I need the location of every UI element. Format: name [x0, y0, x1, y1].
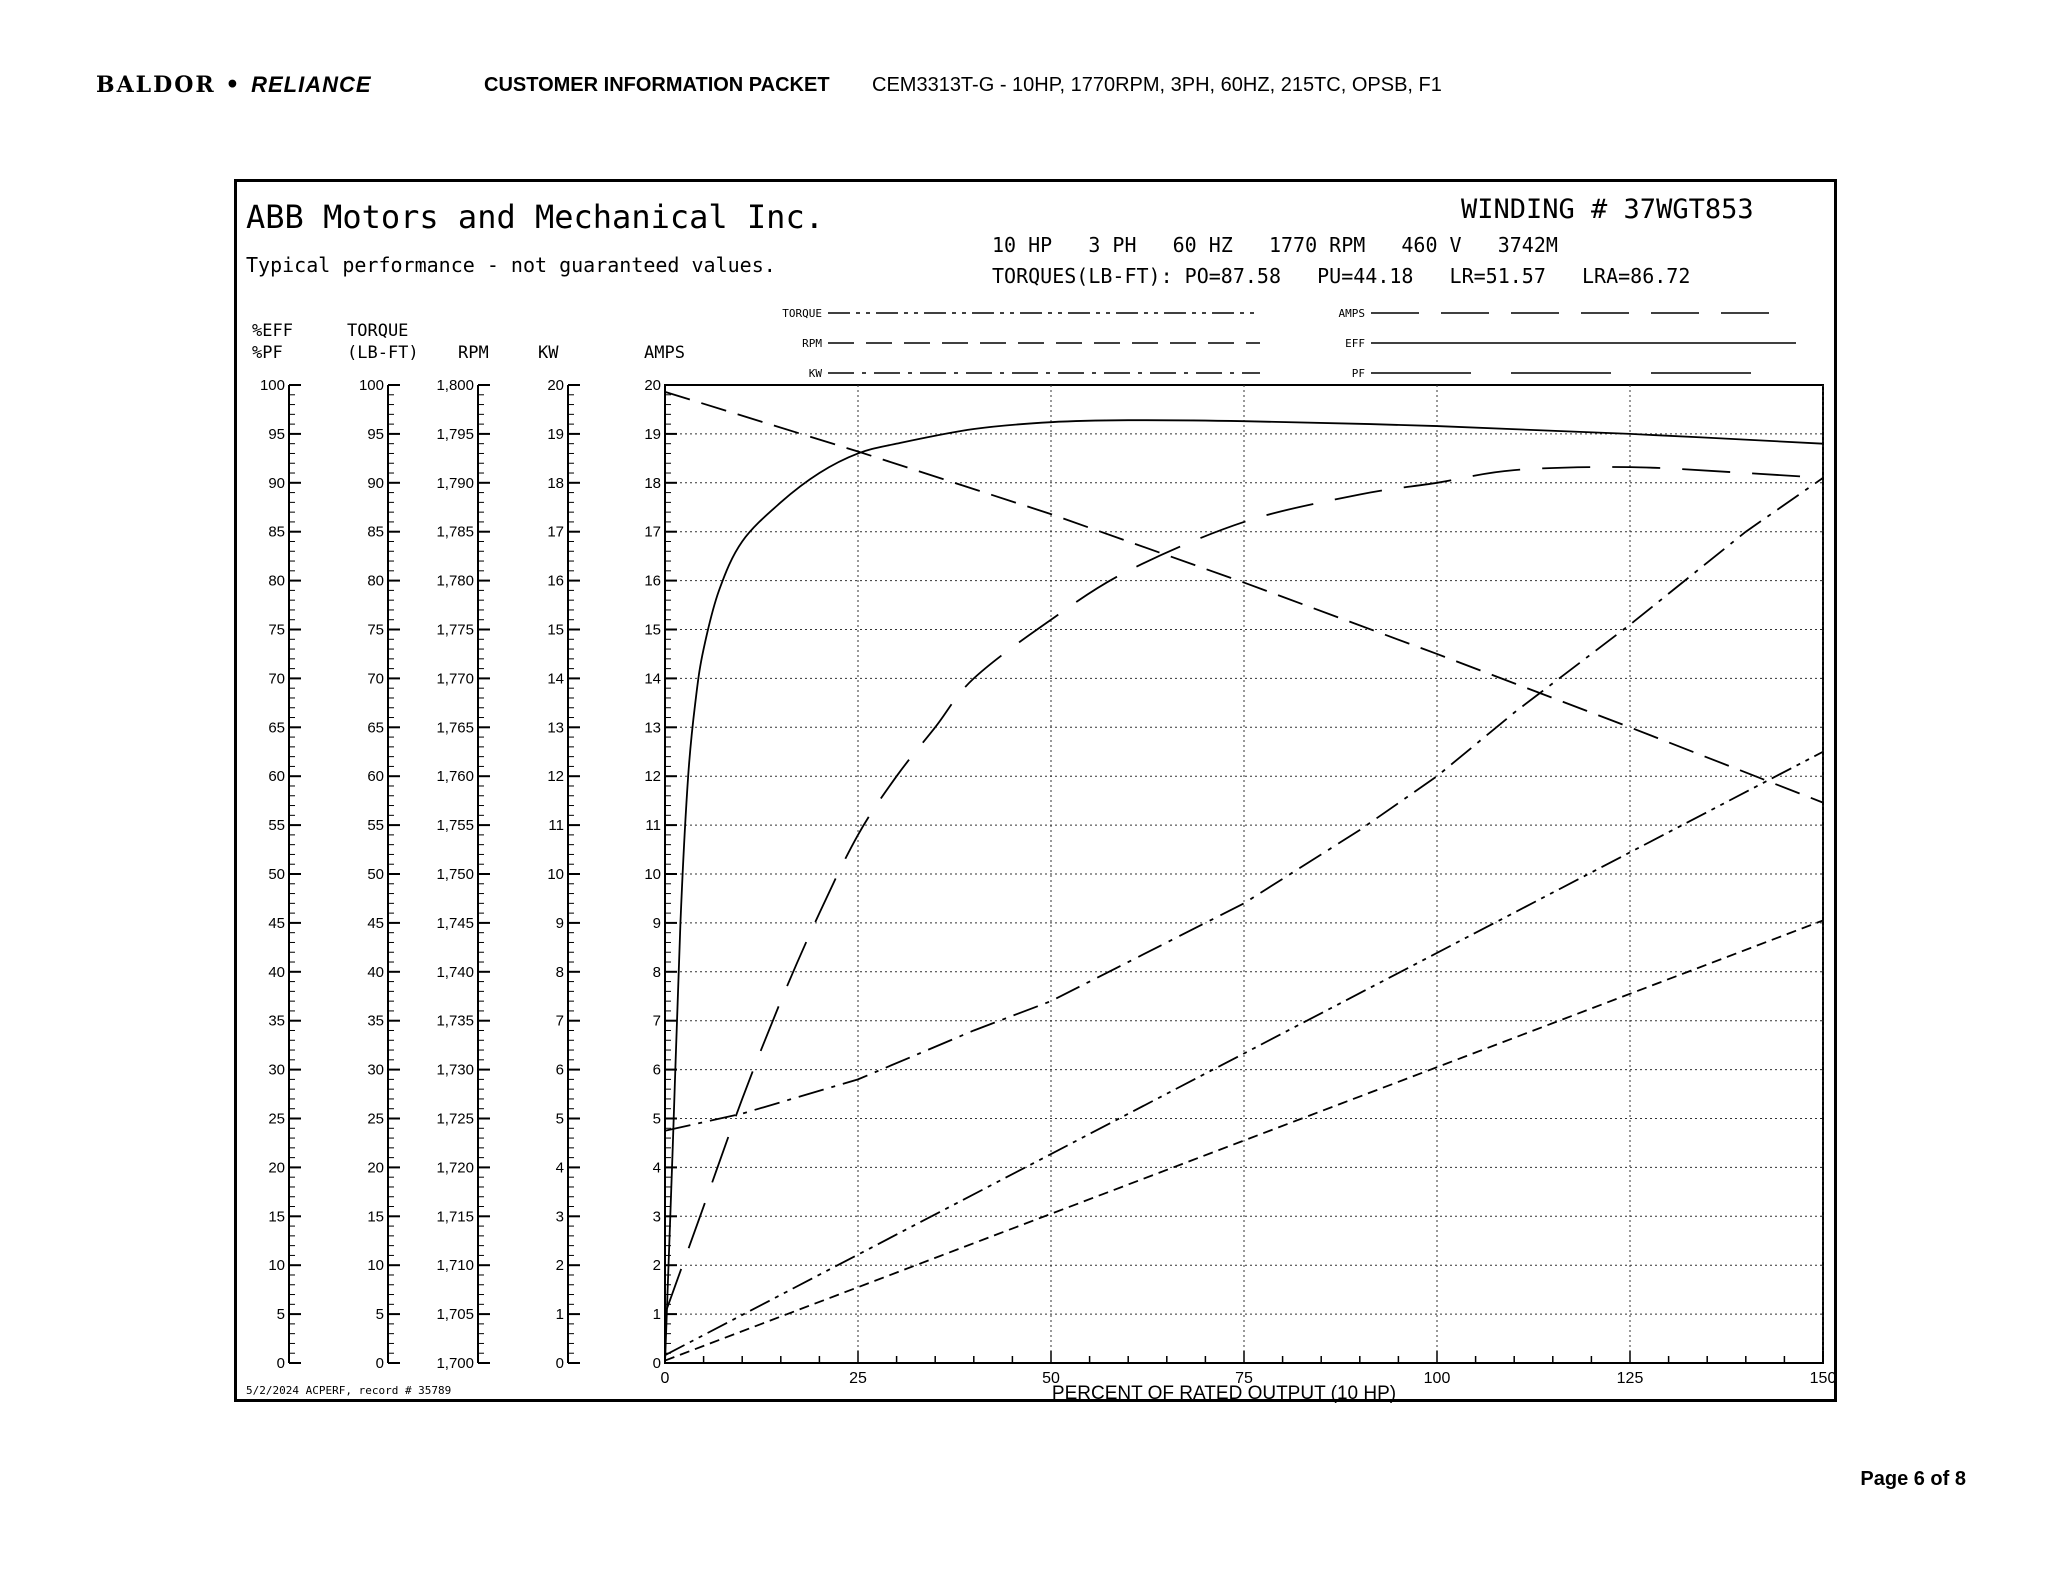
y-tick-label: 6 — [555, 1061, 564, 1079]
y-axis-label: TORQUE — [347, 321, 409, 341]
y-tick-label: 85 — [367, 523, 384, 541]
y-tick-label: 1,735 — [436, 1012, 474, 1030]
x-tick-label: 100 — [1423, 1370, 1451, 1387]
y-axis-label: %PF — [252, 343, 283, 363]
y-tick-label: 1,800 — [436, 377, 474, 394]
y-tick-label: 15 — [547, 621, 564, 639]
x-tick-label: 0 — [660, 1370, 670, 1387]
y-tick-label: 13 — [644, 719, 661, 737]
y-tick-label: 2 — [652, 1257, 661, 1275]
x-tick-label: 125 — [1616, 1370, 1644, 1387]
y-axis-label: AMPS — [644, 343, 685, 363]
y-tick-label: 1,745 — [436, 914, 474, 932]
y-tick-label: 55 — [367, 817, 384, 835]
y-tick-label: 45 — [268, 914, 285, 932]
x-tick-label: 150 — [1809, 1370, 1837, 1387]
y-tick-label: 12 — [547, 768, 564, 786]
y-tick-label: 9 — [652, 914, 661, 932]
y-tick-label: 10 — [644, 866, 661, 883]
y-tick-label: 16 — [547, 572, 564, 590]
spec-line: 10 HP 3 PH 60 HZ 1770 RPM 460 V 3742M — [992, 233, 1558, 257]
y-tick-label: 3 — [652, 1208, 661, 1226]
y-tick-label: 18 — [644, 474, 661, 492]
y-tick-label: 45 — [367, 914, 384, 932]
y-tick-label: 17 — [644, 523, 661, 541]
y-tick-label: 1,720 — [436, 1159, 474, 1177]
chart-subtitle: Typical performance - not guaranteed values. — [246, 253, 776, 277]
y-tick-label: 0 — [652, 1355, 661, 1372]
y-tick-label: 7 — [555, 1012, 564, 1030]
y-tick-label: 60 — [367, 768, 384, 786]
y-tick-label: 5 — [555, 1110, 564, 1128]
y-axis-label: RPM — [458, 343, 489, 363]
y-tick-label: 9 — [555, 914, 564, 932]
y-tick-label: 11 — [548, 817, 564, 835]
chart-footer: 5/2/2024 ACPERF, record # 35789 — [246, 1384, 452, 1397]
y-tick-label: 5 — [276, 1306, 285, 1324]
y-axis-label: (LB-FT) — [347, 343, 419, 363]
y-tick-label: 90 — [367, 474, 384, 492]
y-tick-label: 65 — [367, 719, 384, 737]
y-tick-label: 0 — [555, 1355, 564, 1372]
y-tick-label: 1,770 — [436, 670, 474, 688]
y-tick-label: 1 — [652, 1306, 661, 1324]
y-tick-label: 1,715 — [436, 1208, 474, 1226]
y-tick-label: 55 — [268, 817, 285, 835]
y-tick-label: 25 — [268, 1110, 285, 1128]
y-tick-label: 50 — [268, 866, 285, 883]
y-tick-label: 1,710 — [436, 1257, 474, 1275]
x-tick-label: 75 — [1235, 1370, 1253, 1387]
y-tick-label: 15 — [367, 1208, 384, 1226]
y-tick-label: 1,730 — [436, 1061, 474, 1079]
model-line: CEM3313T-G - 10HP, 1770RPM, 3PH, 60HZ, 215TC, OPSB, F1 — [872, 74, 1442, 96]
series-torque-line — [665, 752, 1823, 1355]
legend-label: PF — [1351, 367, 1365, 380]
packet-title: CUSTOMER INFORMATION PACKET — [484, 74, 830, 96]
y-tick-label: 10 — [547, 866, 564, 883]
y-tick-label: 1,740 — [436, 963, 474, 981]
y-tick-label: 30 — [268, 1061, 285, 1079]
y-tick-label: 2 — [555, 1257, 564, 1275]
y-tick-label: 4 — [652, 1159, 661, 1177]
y-tick-label: 15 — [644, 621, 661, 639]
y-tick-label: 15 — [268, 1208, 285, 1226]
legend-label: EFF — [1345, 337, 1365, 350]
y-tick-label: 16 — [644, 572, 661, 590]
y-tick-label: 60 — [268, 768, 285, 786]
y-tick-label: 70 — [268, 670, 285, 688]
y-tick-label: 100 — [259, 377, 285, 394]
y-tick-label: 40 — [268, 963, 285, 981]
legend-label: AMPS — [1338, 307, 1365, 320]
y-tick-label: 4 — [555, 1159, 564, 1177]
y-tick-label: 95 — [367, 425, 384, 443]
y-tick-label: 1,785 — [436, 523, 474, 541]
y-tick-label: 8 — [555, 963, 564, 981]
y-tick-label: 14 — [644, 670, 661, 688]
chart-title: ABB Motors and Mechanical Inc. — [246, 198, 824, 236]
brand-logo: BALDOR • RELIANCE — [96, 72, 372, 98]
y-tick-label: 6 — [652, 1061, 661, 1079]
y-tick-label: 65 — [268, 719, 285, 737]
page-number: Page 6 of 8 — [1860, 1468, 1966, 1490]
y-tick-label: 1,705 — [436, 1306, 474, 1324]
y-tick-label: 75 — [367, 621, 384, 639]
y-tick-label: 50 — [367, 866, 384, 883]
y-tick-label: 30 — [367, 1061, 384, 1079]
y-tick-label: 1,795 — [436, 425, 474, 443]
y-tick-label: 1,790 — [436, 474, 474, 492]
y-tick-label: 14 — [547, 670, 564, 688]
y-tick-label: 19 — [547, 425, 564, 443]
y-tick-label: 70 — [367, 670, 384, 688]
y-tick-label: 20 — [268, 1159, 285, 1177]
y-tick-label: 0 — [276, 1355, 285, 1372]
y-tick-label: 1,775 — [436, 621, 474, 639]
y-tick-label: 1,765 — [436, 719, 474, 737]
y-tick-label: 10 — [268, 1257, 285, 1275]
y-tick-label: 20 — [644, 377, 661, 394]
y-tick-label: 75 — [268, 621, 285, 639]
winding-label: WINDING # 37WGT853 — [1461, 194, 1754, 225]
y-tick-label: 7 — [652, 1012, 661, 1030]
y-tick-label: 1,750 — [436, 866, 474, 883]
y-tick-label: 95 — [268, 425, 285, 443]
y-tick-label: 1,760 — [436, 768, 474, 786]
y-tick-label: 20 — [367, 1159, 384, 1177]
y-tick-label: 19 — [644, 425, 661, 443]
y-tick-label: 1,755 — [436, 817, 474, 835]
x-tick-label: 25 — [849, 1370, 867, 1387]
y-axis-label: KW — [538, 343, 559, 363]
y-tick-label: 40 — [367, 963, 384, 981]
y-tick-label: 100 — [358, 377, 384, 394]
y-tick-label: 5 — [652, 1110, 661, 1128]
y-tick-label: 18 — [547, 474, 564, 492]
y-tick-label: 80 — [268, 572, 285, 590]
y-tick-label: 1,725 — [436, 1110, 474, 1128]
legend-label: RPM — [802, 337, 822, 350]
x-axis-label: PERCENT OF RATED OUTPUT (10 HP) — [1051, 1383, 1397, 1404]
y-tick-label: 80 — [367, 572, 384, 590]
y-tick-label: 85 — [268, 523, 285, 541]
y-tick-label: 20 — [547, 377, 564, 394]
y-tick-label: 0 — [375, 1355, 384, 1372]
y-tick-label: 5 — [375, 1306, 384, 1324]
y-tick-label: 3 — [555, 1208, 564, 1226]
y-tick-label: 11 — [645, 817, 661, 835]
legend-label: TORQUE — [782, 307, 822, 320]
y-tick-label: 8 — [652, 963, 661, 981]
y-tick-label: 90 — [268, 474, 285, 492]
y-tick-label: 13 — [547, 719, 564, 737]
y-tick-label: 1,700 — [436, 1355, 474, 1372]
y-axis-label: %EFF — [252, 321, 293, 341]
y-tick-label: 10 — [367, 1257, 384, 1275]
y-tick-label: 1 — [555, 1306, 564, 1324]
y-tick-label: 25 — [367, 1110, 384, 1128]
y-tick-label: 12 — [644, 768, 661, 786]
y-tick-label: 17 — [547, 523, 564, 541]
y-tick-label: 35 — [367, 1012, 384, 1030]
torque-line: TORQUES(LB-FT): PO=87.58 PU=44.18 LR=51.57 LRA=86.72 — [992, 264, 1691, 288]
y-tick-label: 1,780 — [436, 572, 474, 590]
x-tick-label: 50 — [1042, 1370, 1060, 1387]
y-tick-label: 35 — [268, 1012, 285, 1030]
legend-label: KW — [808, 367, 822, 380]
